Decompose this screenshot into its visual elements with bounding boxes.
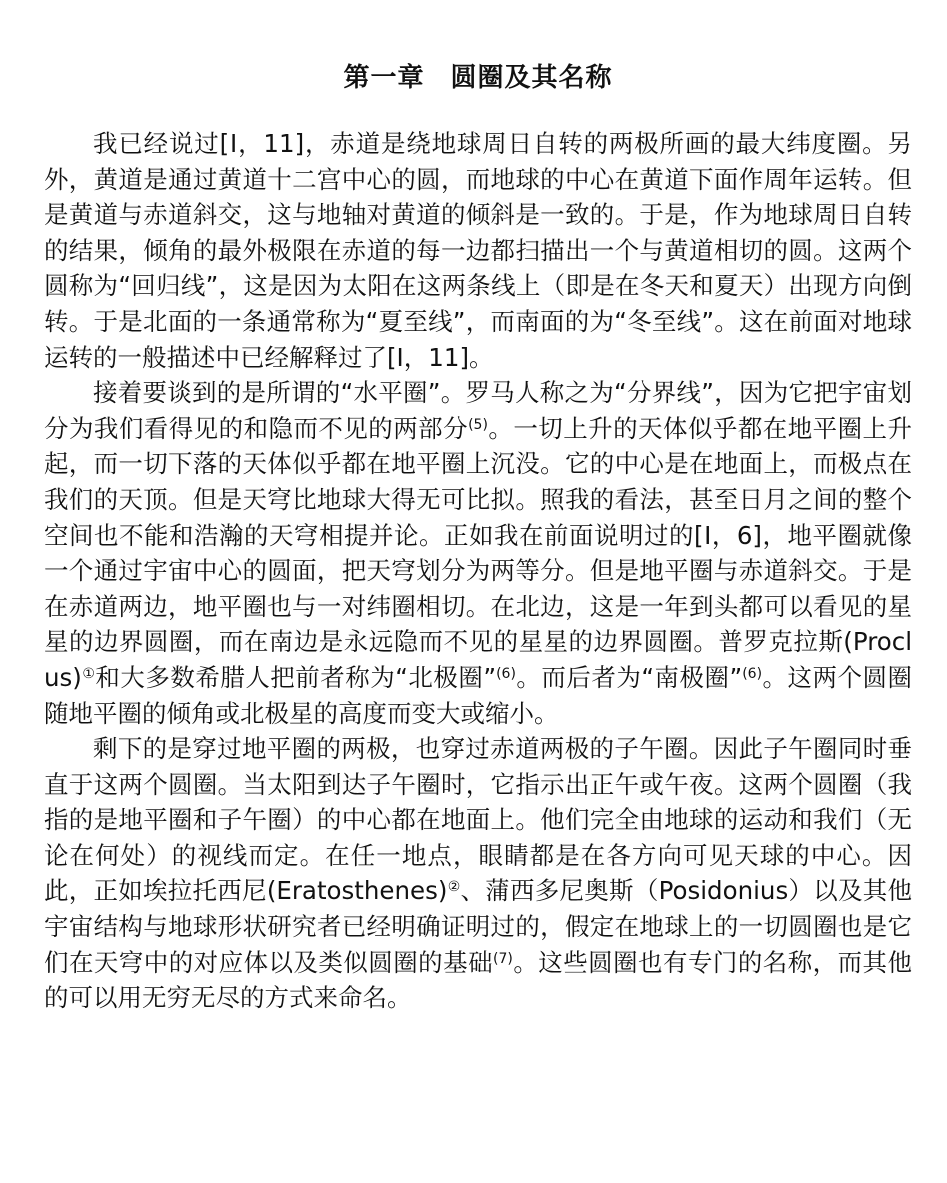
footnote-marker: (5) <box>468 416 488 433</box>
paragraph-text: 。而后者为“南极圈” <box>515 662 743 692</box>
chapter-number: 第一章 <box>343 63 425 93</box>
paragraph-text: 接着要谈到的是所谓的“水平圈”。罗马人称之为“分界线”，因为它把宇宙划分为我们看得见的和隐而不见的两部分 <box>44 378 912 443</box>
paragraph-text: 。这两个圆圈随地平圈的倾角或北极星的高度而变大或缩小。 <box>44 662 912 728</box>
paragraph-text: 、蒲西多尼奥斯（Posidonius）以及其他宇宙结构与地球形状研究者已经明确证明过的，假定在地球上的一切圆圈也是它们在天穹中的对应体以及类似圆圈的基础 <box>44 876 912 977</box>
footnote-marker: (7) <box>493 950 513 967</box>
footnote-marker: (6) <box>742 665 763 682</box>
paragraph-horizon <box>44 375 912 731</box>
footnote-marker: ② <box>447 879 461 896</box>
paragraph-tropics <box>44 126 912 375</box>
paragraph-text: 剩下的是穿过地平圈的两极，也穿过赤道两极的子午圈。因此子午圈同时垂直于这两个圆圈。当太阳到达子午圈时，它指示出正午或午夜。这两个圆圈（我指的是地平圈和子午圈）的中心都在地面上。他们完全由地球的运动和我们（无论在何处）的视线而定。在任一地点，眼睛都是在各方向可见天球的中心。因此，正如埃拉托西尼(Eratosthenes) <box>44 734 912 906</box>
paragraph-text: 。这些圆圈也有专门的名称，而其他的可以用无穷无尽的方式来命名。 <box>44 947 913 1013</box>
chapter-title: 圆圈及其名称 <box>450 63 613 93</box>
footnote-marker: ① <box>81 665 96 682</box>
paragraph-text: 我已经说过[Ⅰ，11]，赤道是绕地球周日自转的两极所画的最大纬度圈。另外，黄道是通过黄道十二宫中心的圆，而地球的中心在黄道下面作周年运转。但是黄道与赤道斜交，这与地轴对黄道的倾斜是一致的。于是，作为地球周日自转的结果，倾角的最外极限在赤道的每一边都扫描出一个与黄道相切的圆。这两个圆称为“回归线”，这是因为太阳在这两条线上（即是在冬天和夏天）出现方向倒转。于是北面的一条通常称为“夏至线”，而南面的为“冬至线”。这在前面对地球运转的一般描述中已经解释过了[Ⅰ，11]。 <box>44 129 912 372</box>
book-page <box>44 58 912 1016</box>
footnote-marker: (6) <box>496 665 516 682</box>
paragraph-meridian <box>44 731 912 1016</box>
paragraph-text: 和大多数希腊人把前者称为“北极圈” <box>95 662 497 692</box>
paragraph-text: 。一切上升的天体似乎都在地平圈上升起，而一切下落的天体似乎都在地平圈上沉没。它的中心是在地面上，而极点在我们的天顶。但是天穹比地球大得无可比拟。照我的看法，甚至日月之间的整个空间也不能和浩瀚的天穹相提并论。正如我在前面说明过的[Ⅰ，6]，地平圈就像一个通过宇宙中心的圆面，把天穹划分为两等分。但是地平圈与赤道斜交。于是在赤道两边，地平圈也与一对纬圈相切。在北边，这是一年到头都可以看见的星星的边界圆圈，而在南边是永远隐而不见的星星的边界圆圈。普罗克拉斯(Proclus) <box>44 413 912 692</box>
chapter-heading <box>44 58 912 98</box>
